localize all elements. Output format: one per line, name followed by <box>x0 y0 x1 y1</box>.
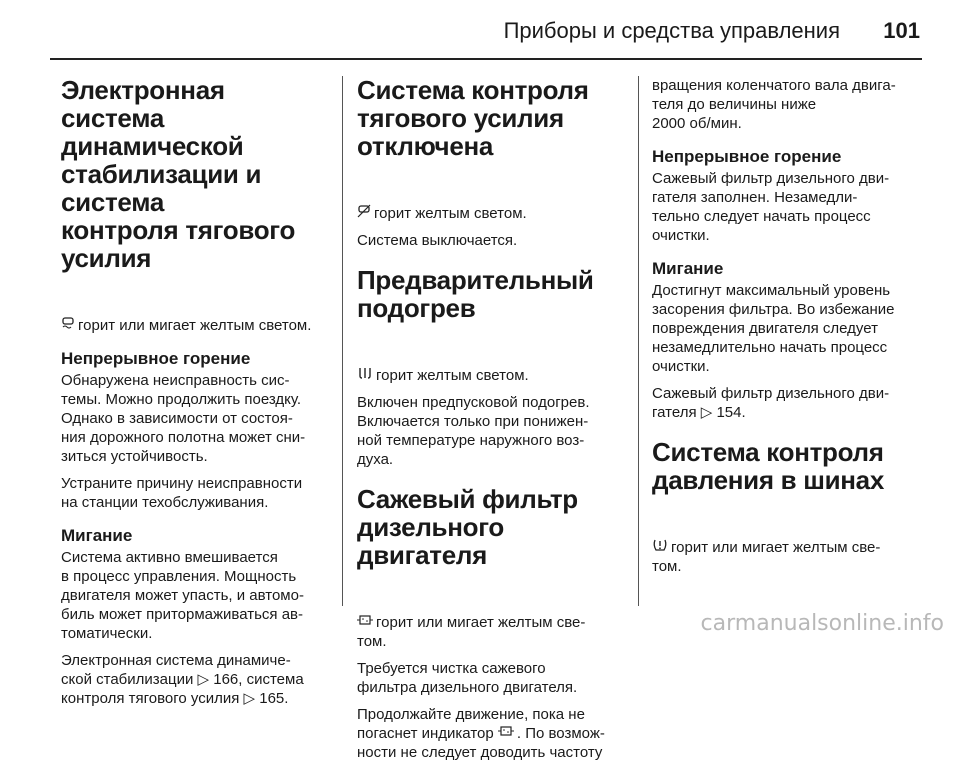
diesel-filter-icon <box>357 594 373 632</box>
heading-tc-off: Система контроля тягового усилия отключена <box>357 75 589 161</box>
paragraph-with-ref: Сажевый фильтр дизельного дви- гателя ▷ 154. <box>652 385 890 421</box>
glow-plug-icon <box>357 347 373 385</box>
heading-tpms: Система контроля давления в шинах <box>652 437 885 495</box>
paragraph: Сажевый фильтр дизельного дви- гателя заполнен. Незамедли- тельно следует начать процесс очистки. <box>652 170 890 244</box>
watermark: carmanualsonline.info <box>700 611 944 636</box>
paragraph: Обнаружена неисправность сис- темы. Можно продолжить поездку. Однако в зависимости от состоя- ния дорожного полотна может сни- зиться устойчивость. <box>61 372 306 465</box>
paragraph: Система выключается. <box>357 232 518 249</box>
paragraph: Включен предпусковой подогрев. Включается только при понижен- ной температуре наружного воз- духа. <box>357 394 590 468</box>
traction-off-icon <box>357 185 371 223</box>
tc-status-text: горит желтым светом. <box>374 205 527 222</box>
page-reference-arrow-icon[interactable]: ▷ <box>700 404 713 421</box>
page-reference-arrow-icon[interactable]: ▷ <box>197 671 210 688</box>
paragraph: Требуется чистка сажевого фильтра дизельного двигателя. <box>357 660 578 696</box>
diesel-filter-icon <box>498 724 514 743</box>
page-section-title: Приборы и средства управления <box>503 18 840 43</box>
column-1 <box>61 76 329 716</box>
dpf-status-text: горит или мигает желтым све- том. <box>357 614 586 650</box>
paragraph-with-refs: Электронная система динамиче- ской стабилизации ▷ 166, система контроля тягового усилия ▷ 165. <box>61 652 304 707</box>
paragraph: Устраните причину неисправности на станции техобслуживания. <box>61 475 303 511</box>
preheat-status-text: горит желтым светом. <box>376 367 529 384</box>
heading-esp: Электронная система динамической стабилизации и система контроля тягового усилия <box>61 75 296 273</box>
page-reference-arrow-icon[interactable]: ▷ <box>243 690 256 707</box>
subheading-flashing: Мигание <box>652 259 724 278</box>
subheading-continuous: Непрерывное горение <box>61 349 251 368</box>
skid-car-icon <box>61 297 75 335</box>
column-3 <box>652 76 924 584</box>
tpms-status-text: горит или мигает желтым све- том. <box>652 539 881 575</box>
column-2 <box>357 76 625 770</box>
paragraph: Система активно вмешивается в процесс управления. Мощность двигателя может упасть, и автомо- биль может притормаживаться ав- томатически. <box>61 549 304 642</box>
tire-pressure-icon <box>652 519 668 557</box>
esp-status-text: горит или мигает желтым светом. <box>78 317 312 334</box>
paragraph-with-icon: Продолжайте движение, пока не погаснет индикатор . По возмож- ности не следует доводить частоту <box>357 706 605 761</box>
page-header <box>0 14 960 50</box>
header-rule <box>50 58 922 60</box>
column-divider <box>638 76 639 606</box>
heading-dpf: Сажевый фильтр дизельного двигателя <box>357 484 578 570</box>
heading-preheat: Предварительный подогрев <box>357 265 594 323</box>
subheading-flashing: Мигание <box>61 526 133 545</box>
paragraph: Достигнут максимальный уровень засорения фильтра. Во избежание повреждения двигателя следует незамедлительно начать процесс очистки. <box>652 282 895 375</box>
column-divider <box>342 76 343 606</box>
paragraph: вращения коленчатого вала двига- теля до величины ниже 2000 об/мин. <box>652 77 896 132</box>
subheading-continuous: Непрерывное горение <box>652 147 842 166</box>
page-number: 101 <box>883 18 920 43</box>
